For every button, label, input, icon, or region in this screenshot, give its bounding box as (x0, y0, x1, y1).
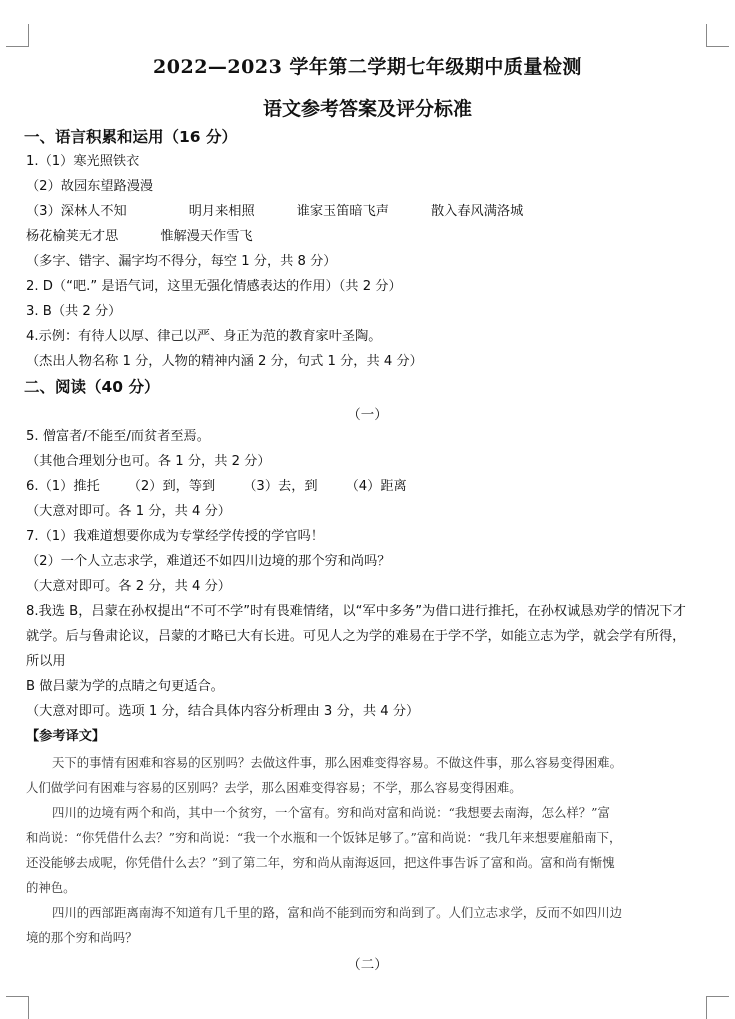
answer-q4-note: （杰出人物名称 1 分，人物的精神内涵 2 分，句式 1 分，共 4 分） (26, 354, 423, 369)
answer-q6 (26, 478, 407, 496)
answer-q8-note: （大意对即可。选项 1 分，结合具体内容分析理由 3 分，共 4 分） (26, 704, 420, 719)
crop-mark-top-right (706, 24, 729, 47)
answer-q6-note: （大意对即可。各 1 分，共 4 分） (26, 504, 231, 519)
section-heading-1: 一、语言积累和运用（16 分） (24, 128, 237, 146)
answer-q7-line2: （2）一个人立志求学，难道还不如四川边境的那个穷和尚吗？ (26, 554, 391, 569)
answer-q5-note: （其他合理划分也可。各 1 分，共 2 分） (26, 454, 271, 469)
answer-q8-line2: B 做吕蒙为学的点睛之句更适合。 (26, 679, 224, 694)
translation-line: 四川的边境有两个和尚，其中一个贫穷，一个富有。穷和尚对富和尚说：“我想要去南海，怎么样？”富 (52, 805, 610, 820)
answer-q1-4a: 杨花榆荚无才思 (26, 229, 119, 244)
answer-q1-3a: （3）深林人不知 (26, 204, 127, 219)
answer-q1-line2: （2）故园东望路漫漫 (26, 179, 154, 194)
crop-mark-bottom-left (6, 996, 29, 1019)
translation-line: 境的那个穷和尚吗？ (26, 930, 138, 945)
answer-q1-3d: 散入春风满洛城 (430, 204, 524, 219)
translation-line: 和尚说：“你凭借什么去？”穷和尚说：“我一个水瓶和一个饭钵足够了。”富和尚说：“我几年来想要雇船南下， (26, 830, 622, 845)
crop-mark-top-left (6, 24, 29, 47)
answer-q1-line1: 1.（1）寒光照铁衣 (26, 154, 140, 169)
answer-q3: 3. B（共 2 分） (26, 304, 122, 319)
answer-q8-paragraph: 8.我选 B，吕蒙在孙权提出“不可不学”时有畏难情绪，以“军中多务”为借口进行推托，在孙权诚恳劝学的情况下才就学。后与鲁肃论议，吕蒙的才略已大有长进。可见人之为学的难易在于学不学，如能立志为学，就会学有所得，所以用 (26, 604, 686, 669)
translation-line: 的神色。 (26, 880, 76, 895)
answer-q1-3c: 谁家玉笛暗飞声 (296, 204, 389, 219)
reference-translation-heading: 【参考译文】 (26, 729, 106, 744)
answer-q1-4b: 惟解漫天作雪飞 (160, 229, 253, 244)
translation-line: 人们做学问有困难与容易的区别吗？去学，那么困难变得容易；不学，那么容易变得困难。 (26, 780, 522, 795)
part-1-label: （一） (347, 407, 388, 423)
translation-line: 天下的事情有困难和容易的区别吗？去做这件事，那么困难变得容易。不做这件事，那么容易变得困难。 (52, 755, 622, 770)
answer-q1-line3 (26, 203, 523, 221)
answer-q6-c: （3）去，到 (243, 479, 318, 494)
answer-q6-b: （2）到，等到 (127, 479, 216, 494)
answer-q6-d: （4）距离 (345, 479, 407, 494)
page-subtitle: 语文参考答案及评分标准 (262, 98, 472, 120)
answer-q2: 2. D（“吧.” 是语气词，这里无强化情感表达的作用）（共 2 分） (26, 279, 402, 294)
page-title: 2022—2023 学年第二学期七年级期中质量检测 (153, 56, 582, 78)
answer-q1-3b: 明月来相照 (188, 204, 255, 219)
crop-mark-bottom-right (706, 996, 729, 1019)
answer-q5: 5. 僧富者/不能至/而贫者至焉。 (26, 429, 210, 444)
answer-q7-note: （大意对即可。各 2 分，共 4 分） (26, 579, 231, 594)
translation-line: 还没能够去成呢，你凭借什么去？”到了第二年，穷和尚从南海返回，把这件事告诉了富和尚。富和尚有惭愧 (26, 855, 615, 870)
section-heading-2: 二、阅读（40 分） (24, 378, 160, 396)
translation-line: 四川的西部距离南海不知道有几千里的路，富和尚不能到而穷和尚到了。人们立志求学，反而不如四川边 (52, 905, 622, 920)
answer-q1-note: （多字、错字、漏字均不得分，每空 1 分，共 8 分） (26, 254, 337, 269)
answer-q6-a: 6.（1）推托 (26, 479, 100, 494)
part-2-label: （二） (347, 957, 388, 973)
answer-q4: 4.示例：有待人以厚、律己以严、身正为范的教育家叶圣陶。 (26, 329, 382, 344)
answer-q1-line4 (26, 228, 253, 246)
answer-q7-line1: 7.（1）我难道想要你成为专掌经学传授的学官吗！ (26, 529, 324, 544)
